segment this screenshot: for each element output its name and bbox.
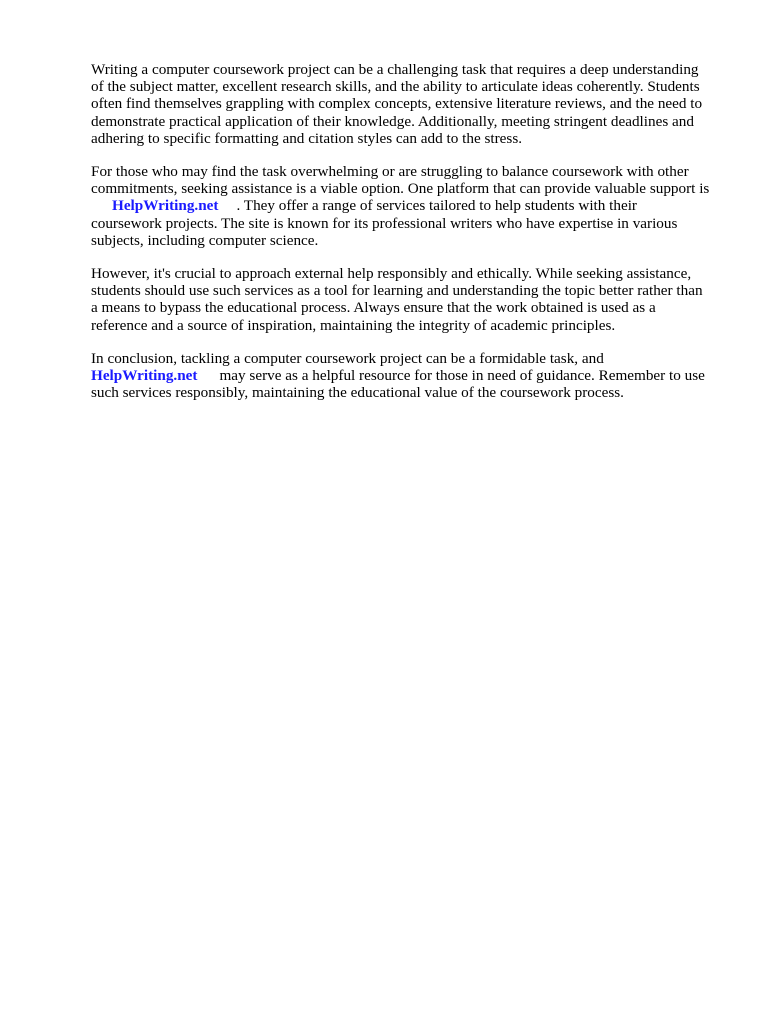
- paragraph-line: coursework projects. The site is known for its professional writers who have expertise in various: [91, 214, 678, 232]
- paragraph-line: a means to bypass the educational process. Always ensure that the work obtained is used as a: [91, 299, 656, 317]
- paragraph-text: . They offer a range of services tailored to help students with their: [236, 197, 637, 215]
- paragraph-line: commitments, seeking assistance is a viable option. One platform that can provide valuable support is: [91, 180, 710, 198]
- paragraph-line: demonstrate practical application of their knowledge. Additionally, meeting stringent deadlines and: [91, 112, 694, 130]
- paragraph-line: reference and a source of inspiration, maintaining the integrity of academic principles.: [91, 316, 616, 334]
- paragraph-line: Writing a computer coursework project can be a challenging task that requires a deep understanding: [91, 61, 699, 78]
- paragraph-line-with-link: [91, 197, 731, 214]
- paragraph-line-with-link: [91, 367, 731, 384]
- paragraph-intro: [91, 61, 731, 147]
- helpwriting-link[interactable]: HelpWriting.net: [91, 367, 198, 385]
- paragraph-conclusion: [91, 350, 731, 402]
- paragraph-line: However, it's crucial to approach external help responsibly and ethically. While seeking assistance,: [91, 265, 692, 283]
- paragraph-line: subjects, including computer science.: [91, 231, 319, 249]
- helpwriting-link[interactable]: HelpWriting.net: [112, 197, 219, 215]
- paragraph-line: adhering to specific formatting and citation styles can add to the stress.: [91, 129, 523, 147]
- paragraph-line: often find themselves grappling with complex concepts, extensive literature reviews, and the need to: [91, 95, 703, 113]
- paragraph-line: such services responsibly, maintaining the educational value of the coursework process.: [91, 384, 624, 402]
- paragraph-line: For those who may find the task overwhelming or are struggling to balance coursework with other: [91, 163, 689, 181]
- paragraph-text: may serve as a helpful resource for those in need of guidance. Remember to use: [219, 367, 705, 385]
- paragraph-line: In conclusion, tackling a computer coursework project can be a formidable task, and: [91, 349, 604, 367]
- document-body: [91, 61, 731, 417]
- paragraph-line: students should use such services as a tool for learning and understanding the topic better rather than: [91, 282, 703, 300]
- paragraph-responsibility: [91, 265, 731, 334]
- paragraph-assistance: [91, 163, 731, 249]
- paragraph-line: of the subject matter, excellent research skills, and the ability to articulate ideas coherently. Students: [91, 78, 700, 96]
